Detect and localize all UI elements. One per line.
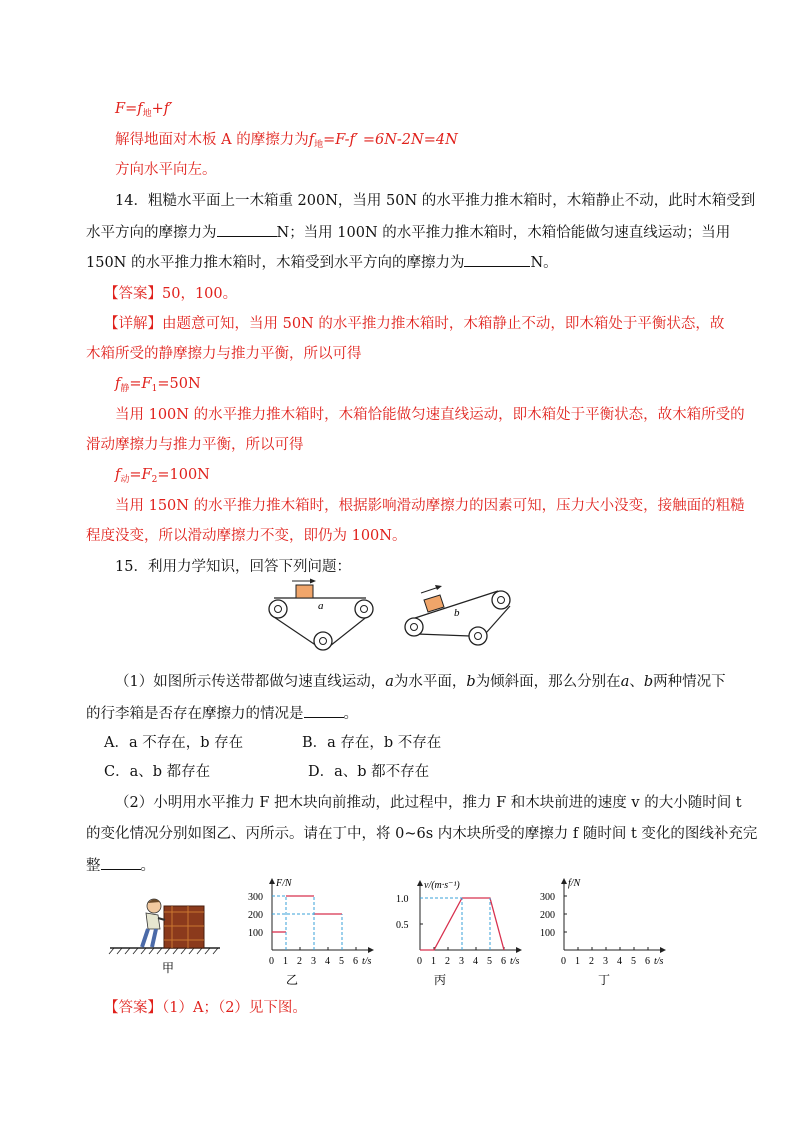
q15-blank-1 [304, 703, 344, 718]
caption-yi: 乙 [286, 973, 299, 987]
chart-yi [238, 872, 372, 992]
ding-xtick-0: 0 [561, 956, 566, 967]
p1-label-b2: b [643, 674, 654, 690]
eq1-rest: =f [125, 101, 143, 117]
label-b: b [454, 607, 460, 619]
ding-y-arrow [561, 878, 567, 884]
yi-xtick-0: 0 [269, 956, 274, 967]
q14-line2 [86, 222, 730, 243]
ding-ytick-100: 100 [540, 928, 555, 939]
bing-xtick-2: 2 [445, 956, 450, 967]
q14-line3-a: 150N 的水平推力推木箱时，木箱受到水平方向的摩擦力为 [86, 255, 465, 271]
p2-end: 。 [140, 858, 155, 874]
eq-friction-ground [115, 130, 458, 155]
q14-detail-2: 木箱所受的静摩擦力与推力平衡，所以可得 [86, 346, 362, 362]
eq1-f: F [115, 101, 126, 117]
caption-bing: 丙 [434, 973, 447, 987]
q15-answer-text: （1）A；（2）见下图。 [162, 1000, 307, 1016]
answer-text: 50，100。 [162, 286, 238, 302]
bing-xtick-0: 0 [417, 956, 422, 967]
q14-eq-kinetic [115, 465, 210, 490]
detail-tag: 【详解】 [104, 316, 162, 332]
q15-blank-2 [101, 855, 141, 870]
q15-p1-line2 [86, 703, 358, 724]
q14-line2-b: N；当用 100N 的水平推力推木箱时，木箱恰能做匀速直线运动；当用 [276, 225, 731, 241]
q15-answer [104, 998, 307, 1018]
bing-xtick-1: 1 [431, 956, 436, 967]
d3-eq: =F [129, 376, 152, 392]
d6-sub: 动 [120, 475, 130, 485]
eq-force-balance [115, 99, 172, 124]
bing-xtick-6: 6 [501, 956, 506, 967]
p1-label-a2: a [620, 674, 630, 690]
q14-detail-1 [104, 314, 724, 334]
ding-xtick-2: 2 [589, 956, 594, 967]
yi-xtick-6: 6 [353, 956, 358, 967]
q14-detail-7: 当用 150N 的水平推力推木箱时，根据影响滑动摩擦力的因素可知，压力大小没变，接触面的粗糙 [115, 498, 745, 514]
yi-ytick-300: 300 [248, 892, 263, 903]
bing-xtick-4: 4 [473, 956, 478, 967]
ding-xlabel: t/s [654, 956, 664, 967]
ding-ytick-300: 300 [540, 892, 555, 903]
ding-xtick-6: 6 [645, 956, 650, 967]
q14-blank-1 [217, 222, 277, 237]
d6-val: =100N [157, 467, 210, 483]
d6-f: f [115, 467, 121, 483]
ding-xtick-4: 4 [617, 956, 622, 967]
option-a: A．a 不存在，b 存在 [104, 735, 244, 751]
ding-xtick-1: 1 [575, 956, 580, 967]
option-d: D．a、b 都不存在 [308, 764, 430, 780]
d3-val: =50N [157, 376, 201, 392]
bing-xtick-3: 3 [459, 956, 464, 967]
q14-line2-a: 水平方向的摩擦力为 [86, 225, 217, 241]
line2-a: 解得地面对木板 A 的摩擦力为 [115, 132, 309, 148]
option-b: B．a 存在，b 不存在 [302, 735, 442, 751]
direction-text: 方向水平向左。 [115, 162, 217, 178]
p1-label-b: b [466, 674, 476, 690]
caption-ding: 丁 [598, 973, 611, 987]
q14-detail-5: 滑动摩擦力与推力平衡，所以可得 [86, 437, 304, 453]
eq1-sub: 地 [142, 109, 152, 119]
yi-xtick-2: 2 [297, 956, 302, 967]
q14-blank-2 [464, 252, 530, 267]
yi-xtick-5: 5 [339, 956, 344, 967]
q14-line3-b: N。 [530, 255, 558, 271]
p1-line2: 的行李箱是否存在摩擦力的情况是 [86, 706, 304, 722]
p1-a: （1）如图所示传送带都做匀速直线运动， [115, 674, 386, 690]
d3-sub2: 1 [151, 384, 158, 394]
p1-c: 为倾斜面，那么分别在 [475, 674, 621, 690]
bing-xtick-5: 5 [487, 956, 492, 967]
yi-xtick-4: 4 [325, 956, 330, 967]
yi-x-arrow [368, 947, 374, 953]
yi-ylabel: F/N [276, 878, 292, 889]
line2-f: f [308, 132, 315, 148]
ding-x-arrow [660, 947, 666, 953]
ding-ytick-200: 200 [540, 910, 555, 921]
caption-jia: 甲 [162, 961, 175, 975]
figure-jia [108, 892, 228, 987]
p1-b: 为水平面， [393, 674, 467, 690]
bing-ytick-0.5: 0.5 [396, 920, 409, 931]
q15-p2-line3 [86, 855, 155, 876]
conveyor-figure [262, 578, 532, 660]
d6-sub2: 2 [151, 475, 158, 485]
label-a: a [318, 600, 324, 612]
answer-tag: 【答案】 [104, 286, 162, 302]
p2-line3: 整 [86, 858, 101, 874]
q14-line3 [86, 252, 558, 273]
option-c: C．a、b 都存在 [104, 764, 211, 780]
q14-answer [104, 284, 237, 304]
yi-ytick-100: 100 [248, 928, 263, 939]
yi-xtick-3: 3 [311, 956, 316, 967]
bing-ylabel: v/(m·s⁻¹) [424, 880, 460, 891]
q15-stem: 15．利用力学知识，回答下列问题： [115, 559, 351, 575]
line2-b: =F-f′ =6N-2N=4N [323, 132, 458, 148]
bing-ytick-1.0: 1.0 [396, 894, 409, 905]
ding-ylabel: f/N [568, 878, 581, 889]
yi-y-arrow [269, 878, 275, 884]
d3-f: f [115, 376, 121, 392]
chart-ding [530, 872, 665, 992]
bing-x-arrow [516, 947, 522, 953]
line2-sub: 地 [314, 140, 324, 150]
q15-p1-line1: （1）如图所示传送带都做匀速直线运动，a为水平面，b为倾斜面，那么分别在a、b两种情况下 [115, 674, 726, 690]
p1-d: 两种情况下 [653, 674, 726, 690]
q14-detail-4: 当用 100N 的水平推力推木箱时，木箱恰能做匀速直线运动，即木箱处于平衡状态，故木箱所受的 [115, 407, 745, 423]
eq1-tail: +f′ [151, 101, 173, 117]
conveyor-a [269, 579, 373, 651]
bing-xlabel: t/s [510, 956, 520, 967]
q14-eq-static [115, 374, 201, 399]
conveyor-b [405, 585, 510, 645]
q15-p2-line1: （2）小明用水平推力 F 把木块向前推动，此过程中，推力 F 和木块前进的速度 v 的大小随时间 t [115, 795, 742, 811]
q15-answer-tag: 【答案】 [104, 1000, 162, 1016]
yi-ytick-200: 200 [248, 910, 263, 921]
ding-xtick-5: 5 [631, 956, 636, 967]
q15-p2-line2: 的变化情况分别如图乙、丙所示。请在丁中，将 0~6s 内木块所受的摩擦力 f 随时间 t 变化的图线补充完 [86, 826, 758, 842]
yi-xtick-1: 1 [283, 956, 288, 967]
chart-bing [390, 872, 525, 992]
bing-y-arrow [417, 880, 423, 886]
p1-end: 。 [343, 706, 358, 722]
yi-xlabel: t/s [362, 956, 372, 967]
detail-d1: 由题意可知，当用 50N 的水平推力推木箱时，木箱静止不动，即木箱处于平衡状态，故 [162, 316, 725, 332]
p1-label-a: a [385, 674, 394, 690]
d3-sub: 静 [120, 384, 130, 394]
q14-detail-8: 程度没变，所以滑动摩擦力不变，即仍为 100N。 [86, 528, 407, 544]
ding-xtick-3: 3 [603, 956, 608, 967]
d6-eq: =F [129, 467, 152, 483]
q14-line1: 14．粗糙水平面上一木箱重 200N，当用 50N 的水平推力推木箱时，木箱静止不动，此时木箱受到 [115, 193, 756, 209]
